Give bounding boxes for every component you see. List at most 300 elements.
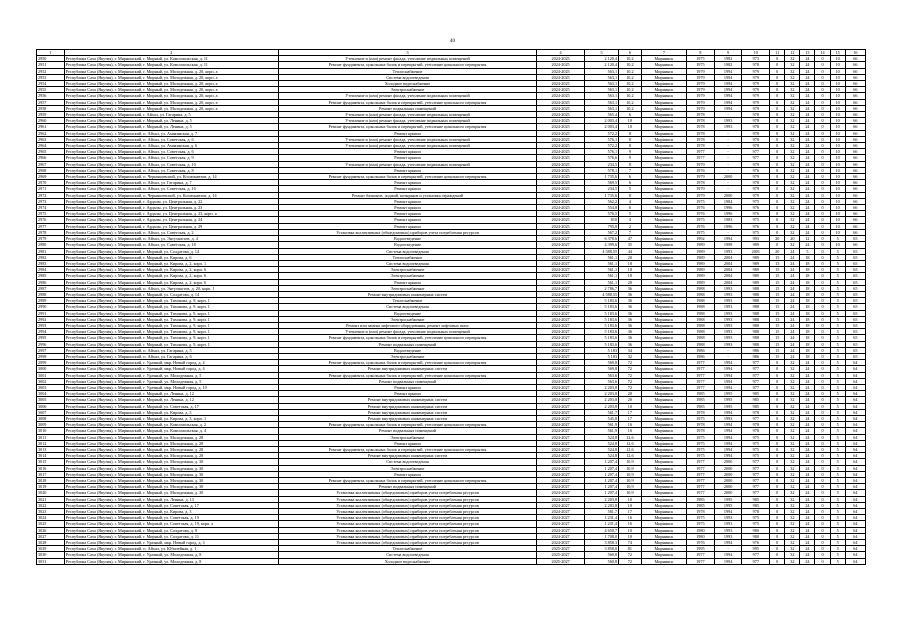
- table-cell: 36: [619, 285, 642, 291]
- table-cell: 66: [845, 74, 865, 80]
- table-cell: 64: [845, 490, 865, 496]
- table-cell: 32: [785, 223, 800, 229]
- table-cell: 5: [830, 478, 845, 484]
- table-cell: Республика Саха (Якутия), г. Мирнинский, г. Мирный, ул. Тихонова, д. 9, корп. 1: [64, 316, 278, 322]
- table-cell: 1993: [714, 310, 742, 316]
- table-cell: 1994: [714, 447, 742, 453]
- table-cell: 0: [815, 409, 830, 415]
- table-cell: 2958: [37, 105, 65, 111]
- table-cell: 24: [800, 502, 815, 508]
- table-cell: 24: [800, 447, 815, 453]
- table-cell: 1976: [687, 205, 715, 211]
- table-cell: 978: [742, 62, 770, 68]
- table-cell: 2000: [714, 465, 742, 471]
- table-cell: 3 858,3: [585, 540, 619, 546]
- table-cell: Мирнинск: [641, 378, 686, 384]
- table-cell: 2024-2025: [537, 74, 585, 80]
- table-cell: 64: [845, 496, 865, 502]
- table-cell: 12,6: [619, 440, 642, 446]
- table-cell: 2024-2027: [537, 347, 585, 353]
- table-cell: 1977: [687, 155, 715, 161]
- table-cell: 0: [815, 496, 830, 502]
- table-cell: 5: [830, 509, 845, 515]
- table-cell: 34: [619, 347, 642, 353]
- table-cell: 1988: [687, 291, 715, 297]
- table-cell: 1994: [714, 422, 742, 428]
- table-cell: 10: [830, 229, 845, 235]
- table-cell: Мирнинск: [641, 360, 686, 366]
- table-cell: -: [714, 186, 742, 192]
- table-cell: Мирнинск: [641, 316, 686, 322]
- table-cell: Республика Саха (Якутия), г. Мирнинский, г. Мирный, ул. Молодежная, д. 20, корп. а: [64, 99, 278, 105]
- table-cell: 2983: [37, 260, 65, 266]
- table-cell: 15: [770, 279, 785, 285]
- table-cell: 0: [815, 149, 830, 155]
- table-cell: 18: [800, 341, 815, 347]
- table-cell: 2000: [714, 484, 742, 490]
- table-cell: Мирнинск: [641, 502, 686, 508]
- table-cell: 1989: [687, 260, 715, 266]
- table-cell: 5: [830, 515, 845, 521]
- table-cell: 10,2: [619, 105, 642, 111]
- table-cell: 64: [845, 502, 865, 508]
- table-cell: 65: [845, 316, 865, 322]
- table-cell: 1977: [687, 478, 715, 484]
- table-cell: Ремонт подвальных помещений: [278, 378, 536, 384]
- table-cell: Республика Саха (Якутия), г. Мирнинский, г. Мирный, ул. Молодежная, д. 30: [64, 465, 278, 471]
- column-header: 9: [714, 50, 742, 56]
- table-cell: 2024-2027: [537, 478, 585, 484]
- table-cell: 0: [815, 465, 830, 471]
- table-cell: Республика Саха (Якутия), г. Мирнинский, г. Мирный, ул. Кирова, д. 2, корп. 6: [64, 273, 278, 279]
- table-cell: 2997: [37, 347, 65, 353]
- table-cell: 0: [770, 81, 785, 87]
- table-cell: Ремонт подвальных помещений: [278, 341, 536, 347]
- table-cell: 24: [800, 62, 815, 68]
- table-cell: 0: [815, 56, 830, 62]
- table-cell: 2992: [37, 316, 65, 322]
- table-cell: 24: [785, 335, 800, 341]
- table-cell: 10: [830, 192, 845, 198]
- table-cell: 32: [785, 56, 800, 62]
- table-cell: Ремонт крыши: [278, 180, 536, 186]
- table-cell: 0: [770, 136, 785, 142]
- table-cell: 1979: [687, 161, 715, 167]
- table-cell: 24: [800, 521, 815, 527]
- table-cell: 2024-2027: [537, 515, 585, 521]
- table-cell: 32: [785, 130, 800, 136]
- table-cell: 10: [830, 223, 845, 229]
- table-cell: 15: [770, 341, 785, 347]
- table-cell: Мирнинск: [641, 366, 686, 372]
- table-cell: 0: [815, 62, 830, 68]
- table-cell: 1979: [687, 81, 715, 87]
- table-cell: 0: [815, 316, 830, 322]
- table-cell: 567,2: [585, 229, 619, 235]
- table-cell: 32: [785, 68, 800, 74]
- table-cell: 32: [785, 403, 800, 409]
- table-cell: 2984: [37, 267, 65, 273]
- table-cell: Система водоотведения: [278, 74, 536, 80]
- table-cell: 2 786,7: [585, 285, 619, 291]
- table-cell: 5: [830, 540, 845, 546]
- table-cell: 66: [845, 87, 865, 93]
- table-cell: 15: [770, 353, 785, 359]
- table-cell: 0: [770, 447, 785, 453]
- table-cell: 0: [815, 205, 830, 211]
- table-cell: 24: [800, 93, 815, 99]
- table-cell: 3016: [37, 465, 65, 471]
- table-cell: 1 207,4: [585, 459, 619, 465]
- table-cell: 2985: [37, 273, 65, 279]
- table-cell: 989: [742, 279, 770, 285]
- table-cell: 24: [800, 112, 815, 118]
- table-cell: Электроснабжение: [278, 285, 536, 291]
- table-cell: 2024-2027: [537, 254, 585, 260]
- table-cell: Мирнинск: [641, 353, 686, 359]
- table-cell: 64: [845, 558, 865, 564]
- table-cell: 0: [815, 74, 830, 80]
- table-cell: 0: [770, 384, 785, 390]
- table-cell: 10: [830, 217, 845, 223]
- table-cell: 3014: [37, 453, 65, 459]
- table-cell: 1 207,4: [585, 471, 619, 477]
- table-cell: Республика Саха (Якутия), г. Мирнинский, п. Чернышевский, ул. Космонавтов, д. 14: [64, 174, 278, 180]
- table-cell: 978: [742, 180, 770, 186]
- table-cell: 10: [619, 502, 642, 508]
- table-cell: 0: [815, 248, 830, 254]
- table-cell: 2024-2025: [537, 211, 585, 217]
- table-cell: Республика Саха (Якутия), г. Мирнинский, г. Удачный, ул. Молодежная, д. 8: [64, 552, 278, 558]
- table-cell: 18: [619, 273, 642, 279]
- table-cell: Республика Саха (Якутия), г. Мирнинский, п. Айхал, ул. Энтузиастов, д. 4: [64, 236, 278, 242]
- table-cell: 0: [770, 99, 785, 105]
- table-cell: 2024-2027: [537, 378, 585, 384]
- table-cell: Электроснабжение: [278, 273, 536, 279]
- table-cell: 563,1: [585, 87, 619, 93]
- table-cell: Республика Саха (Якутия), г. Мирнинский, п. Айхал, ул. Юбилейная, д. 1: [64, 546, 278, 552]
- table-cell: 561,7: [585, 409, 619, 415]
- table-cell: Мирнинск: [641, 384, 686, 390]
- table-cell: 32: [785, 378, 800, 384]
- table-cell: 24: [800, 186, 815, 192]
- table-cell: 66: [845, 186, 865, 192]
- table-cell: 72: [619, 552, 642, 558]
- table-cell: 24: [800, 453, 815, 459]
- table-cell: 0: [815, 478, 830, 484]
- table-cell: Установка коллективных (общедомовых) приборов учета потребления ресурсов: [278, 527, 536, 533]
- table-cell: 24: [800, 478, 815, 484]
- table-cell: 0: [815, 360, 830, 366]
- table-cell: 2024-2027: [537, 322, 585, 328]
- table-cell: 1975: [687, 56, 715, 62]
- table-cell: Ремонт или замена лифтового оборудования, ремонт лифтовых шахт: [278, 322, 536, 328]
- table-cell: 5: [830, 267, 845, 273]
- table-cell: Утепление и (или) ремонт фасада, утепление подвальных помещений: [278, 118, 536, 124]
- table-cell: 973: [742, 56, 770, 62]
- table-cell: 2991: [37, 310, 65, 316]
- table-cell: 16: [619, 428, 642, 434]
- table-cell: 0: [815, 211, 830, 217]
- table-cell: 1995: [714, 397, 742, 403]
- table-cell: Мирнинск: [641, 93, 686, 99]
- table-cell: 0: [815, 353, 830, 359]
- table-cell: 5: [830, 279, 845, 285]
- table-cell: 24: [800, 471, 815, 477]
- table-cell: Ремонт фундамента, цокольных балок и перекрытий, утепление цокольного перекрытия: [278, 335, 536, 341]
- table-cell: 563,6: [585, 378, 619, 384]
- table-cell: Мирнинск: [641, 236, 686, 242]
- table-cell: 24: [785, 353, 800, 359]
- table-cell: 2024-2027: [537, 260, 585, 266]
- table-cell: 65: [845, 291, 865, 297]
- table-cell: 1996: [714, 223, 742, 229]
- table-cell: 1 207,4: [585, 490, 619, 496]
- table-cell: 0: [815, 471, 830, 477]
- table-cell: 32: [785, 490, 800, 496]
- table-cell: Мирнинск: [641, 298, 686, 304]
- table-cell: Мирнинск: [641, 180, 686, 186]
- table-cell: 64: [845, 552, 865, 558]
- table-cell: 32: [785, 496, 800, 502]
- table-cell: 20: [770, 236, 785, 242]
- table-cell: 66: [845, 136, 865, 142]
- table-cell: 0: [770, 118, 785, 124]
- table-cell: 1993: [714, 533, 742, 539]
- table-cell: 0: [770, 124, 785, 130]
- table-cell: Установка коллективных (общедомовых) приборов учета потребления ресурсов: [278, 540, 536, 546]
- table-cell: 3000: [37, 366, 65, 372]
- table-cell: 1978: [687, 509, 715, 515]
- column-header: 4: [537, 50, 585, 56]
- table-cell: 0: [815, 198, 830, 204]
- table-cell: 2974: [37, 205, 65, 211]
- table-cell: 2024-2027: [537, 298, 585, 304]
- table-cell: Республика Саха (Якутия), г. Мирнинский, г. Мирный, ул. Ленина, д. 13: [64, 496, 278, 502]
- table-cell: 15: [770, 335, 785, 341]
- table-cell: 20: [770, 248, 785, 254]
- table-cell: 17: [619, 415, 642, 421]
- table-cell: 10: [830, 167, 845, 173]
- table-cell: Мирнинск: [641, 515, 686, 521]
- table-cell: Республика Саха (Якутия), г. Мирнинский, г. Мирный, ул. Тихонова, д. 9, корп. 1: [64, 298, 278, 304]
- table-cell: 2024-2025: [537, 93, 585, 99]
- table-cell: 0: [815, 502, 830, 508]
- table-cell: 65: [845, 260, 865, 266]
- table-cell: 986: [742, 347, 770, 353]
- table-cell: 2954: [37, 81, 65, 87]
- table-cell: 2957: [37, 99, 65, 105]
- table-cell: 2024-2027: [537, 372, 585, 378]
- table-cell: 32: [785, 428, 800, 434]
- table-cell: Республика Саха (Якутия), г. Мирнинский, г. Мирный, ул. Солдатова, д. 14: [64, 248, 278, 254]
- table-cell: Мирнинск: [641, 211, 686, 217]
- table-cell: 2960: [37, 118, 65, 124]
- table-cell: 24: [800, 211, 815, 217]
- table-cell: 24: [800, 242, 815, 248]
- table-cell: 64: [845, 403, 865, 409]
- table-cell: 5: [830, 471, 845, 477]
- table-cell: 24: [800, 174, 815, 180]
- table-cell: 979: [742, 105, 770, 111]
- table-cell: Ремонт внутридомовых инженерных систем: [278, 366, 536, 372]
- table-cell: 32: [785, 509, 800, 515]
- table-cell: 5 183,6: [585, 304, 619, 310]
- table-cell: Мирнинск: [641, 130, 686, 136]
- table-cell: 979: [742, 68, 770, 74]
- table-cell: 32: [785, 546, 800, 552]
- table-cell: 10: [830, 130, 845, 136]
- table-cell: 10: [619, 403, 642, 409]
- table-cell: 978: [742, 130, 770, 136]
- table-cell: 32: [785, 192, 800, 198]
- table-cell: 5: [830, 440, 845, 446]
- table-cell: 2024-2027: [537, 353, 585, 359]
- table-cell: 66: [845, 99, 865, 105]
- table-cell: 2025-2027: [537, 558, 585, 564]
- table-cell: 1989: [687, 242, 715, 248]
- table-cell: 1978: [687, 118, 715, 124]
- table-cell: 5: [830, 403, 845, 409]
- table-cell: 10: [830, 105, 845, 111]
- table-cell: 0: [770, 161, 785, 167]
- table-cell: 3024: [37, 515, 65, 521]
- table-cell: 2024-2027: [537, 434, 585, 440]
- table-cell: Республика Саха (Якутия), г. Мирнинский, г. Мирный, ул. Молодежная, д. 28: [64, 434, 278, 440]
- table-cell: 24: [800, 217, 815, 223]
- table-cell: 17: [619, 409, 642, 415]
- table-cell: 988: [742, 298, 770, 304]
- table-cell: 0: [770, 56, 785, 62]
- table-cell: 5: [800, 248, 815, 254]
- table-cell: 2953: [37, 74, 65, 80]
- table-cell: 975: [742, 453, 770, 459]
- table-cell: 976: [742, 211, 770, 217]
- table-cell: Республика Саха (Якутия), г. Мирнинский, г. Мирный, ул. Тихонова, д. 9, корп. 1: [64, 329, 278, 335]
- table-cell: 979: [742, 93, 770, 99]
- table-cell: 1988: [687, 329, 715, 335]
- table-cell: Республика Саха (Якутия), г. Мирнинский, п. Айхал, ул. Гагарина, д. 5: [64, 347, 278, 353]
- table-cell: 0: [770, 198, 785, 204]
- table-cell: Республика Саха (Якутия), г. Мирнинский, г. Мирный, ул. Кирова, д. 3, корп. 1: [64, 415, 278, 421]
- table-cell: 2024-2025: [537, 99, 585, 105]
- table-cell: 0: [770, 242, 785, 248]
- table-cell: 2024-2027: [537, 403, 585, 409]
- table-cell: 2950: [37, 56, 65, 62]
- table-cell: 569,5: [585, 180, 619, 186]
- table-cell: 1993: [714, 341, 742, 347]
- table-cell: 2024-2027: [537, 360, 585, 366]
- table-cell: Республика Саха (Якутия), г. Мирнинский, г. Удачный, ул. Молодежная, д. 5: [64, 372, 278, 378]
- table-cell: 24: [785, 285, 800, 291]
- table-cell: 20: [785, 236, 800, 242]
- table-cell: Республика Саха (Якутия), г. Мирнинский, г. Мирный, ул. Кирова, д. 3: [64, 509, 278, 515]
- table-cell: Мирнинск: [641, 434, 686, 440]
- table-cell: 12,6: [619, 434, 642, 440]
- table-cell: 572,2: [585, 130, 619, 136]
- table-cell: 5: [830, 366, 845, 372]
- table-cell: 18: [800, 347, 815, 353]
- table-cell: 2980: [37, 242, 65, 248]
- table-cell: 569,8: [585, 360, 619, 366]
- table-cell: Электроснабжение: [278, 316, 536, 322]
- table-cell: 975: [742, 198, 770, 204]
- table-cell: 1993: [714, 248, 742, 254]
- table-cell: 5: [830, 254, 845, 260]
- table-cell: 0: [815, 304, 830, 310]
- table-cell: 1978: [687, 409, 715, 415]
- table-cell: 18: [800, 335, 815, 341]
- table-cell: 1976: [687, 167, 715, 173]
- table-cell: 977: [742, 558, 770, 564]
- table-cell: 2024-2027: [537, 285, 585, 291]
- table-cell: Утепление и (или) ремонт фасада, утепление подвальных помещений: [278, 329, 536, 335]
- table-cell: 16: [619, 521, 642, 527]
- table-cell: 4: [619, 198, 642, 204]
- table-cell: Мирнинск: [641, 254, 686, 260]
- table-cell: 0: [815, 236, 830, 242]
- table-cell: 0: [815, 453, 830, 459]
- table-cell: 10,2: [619, 87, 642, 93]
- table-cell: 18: [800, 267, 815, 273]
- table-cell: 977: [742, 484, 770, 490]
- table-cell: 2024-2027: [537, 453, 585, 459]
- table-cell: 64: [845, 521, 865, 527]
- table-cell: 1994: [714, 552, 742, 558]
- table-cell: 2024-2025: [537, 136, 585, 142]
- table-cell: 24: [800, 223, 815, 229]
- table-cell: 0: [770, 546, 785, 552]
- table-cell: 32: [785, 180, 800, 186]
- table-cell: 5 183,6: [585, 322, 619, 328]
- table-cell: 0: [815, 558, 830, 564]
- table-cell: 979: [742, 186, 770, 192]
- table-cell: 1977: [687, 490, 715, 496]
- table-cell: 2004: [714, 260, 742, 266]
- table-cell: 5: [830, 496, 845, 502]
- table-cell: 0: [815, 279, 830, 285]
- table-cell: Ремонт крыши: [278, 149, 536, 155]
- column-header: 3: [278, 50, 536, 56]
- table-cell: 1994: [714, 236, 742, 242]
- table-cell: 1985: [687, 403, 715, 409]
- table-cell: 2 003,4: [585, 124, 619, 130]
- table-cell: 1993: [714, 521, 742, 527]
- table-cell: 1988: [687, 335, 715, 341]
- table-cell: 1 207,4: [585, 478, 619, 484]
- table-cell: Республика Саха (Якутия), г. Мирнинский, г. Мирный, ул. Кирова, д. 2, корп. 6: [64, 279, 278, 285]
- table-cell: 3023: [37, 509, 65, 515]
- table-cell: 1979: [687, 87, 715, 93]
- table-cell: Мирнинск: [641, 428, 686, 434]
- table-cell: 3006: [37, 403, 65, 409]
- table-cell: 2024-2025: [537, 56, 585, 62]
- table-cell: 988: [742, 285, 770, 291]
- table-cell: 1 708,0: [585, 533, 619, 539]
- table-cell: Ремонт фундамента, цокольных балок и перекрытий, утепление цокольного перекрытия: [278, 124, 536, 130]
- table-cell: 32: [785, 229, 800, 235]
- table-cell: 2999: [37, 360, 65, 366]
- table-cell: 3 858,0: [585, 546, 619, 552]
- table-cell: 18: [800, 273, 815, 279]
- table-cell: -: [714, 167, 742, 173]
- table-cell: 1995: [687, 546, 715, 552]
- table-cell: 32: [785, 161, 800, 167]
- table-cell: 0: [815, 124, 830, 130]
- table-cell: 32: [785, 527, 800, 533]
- table-cell: 2975: [37, 211, 65, 217]
- table-cell: 2995: [37, 335, 65, 341]
